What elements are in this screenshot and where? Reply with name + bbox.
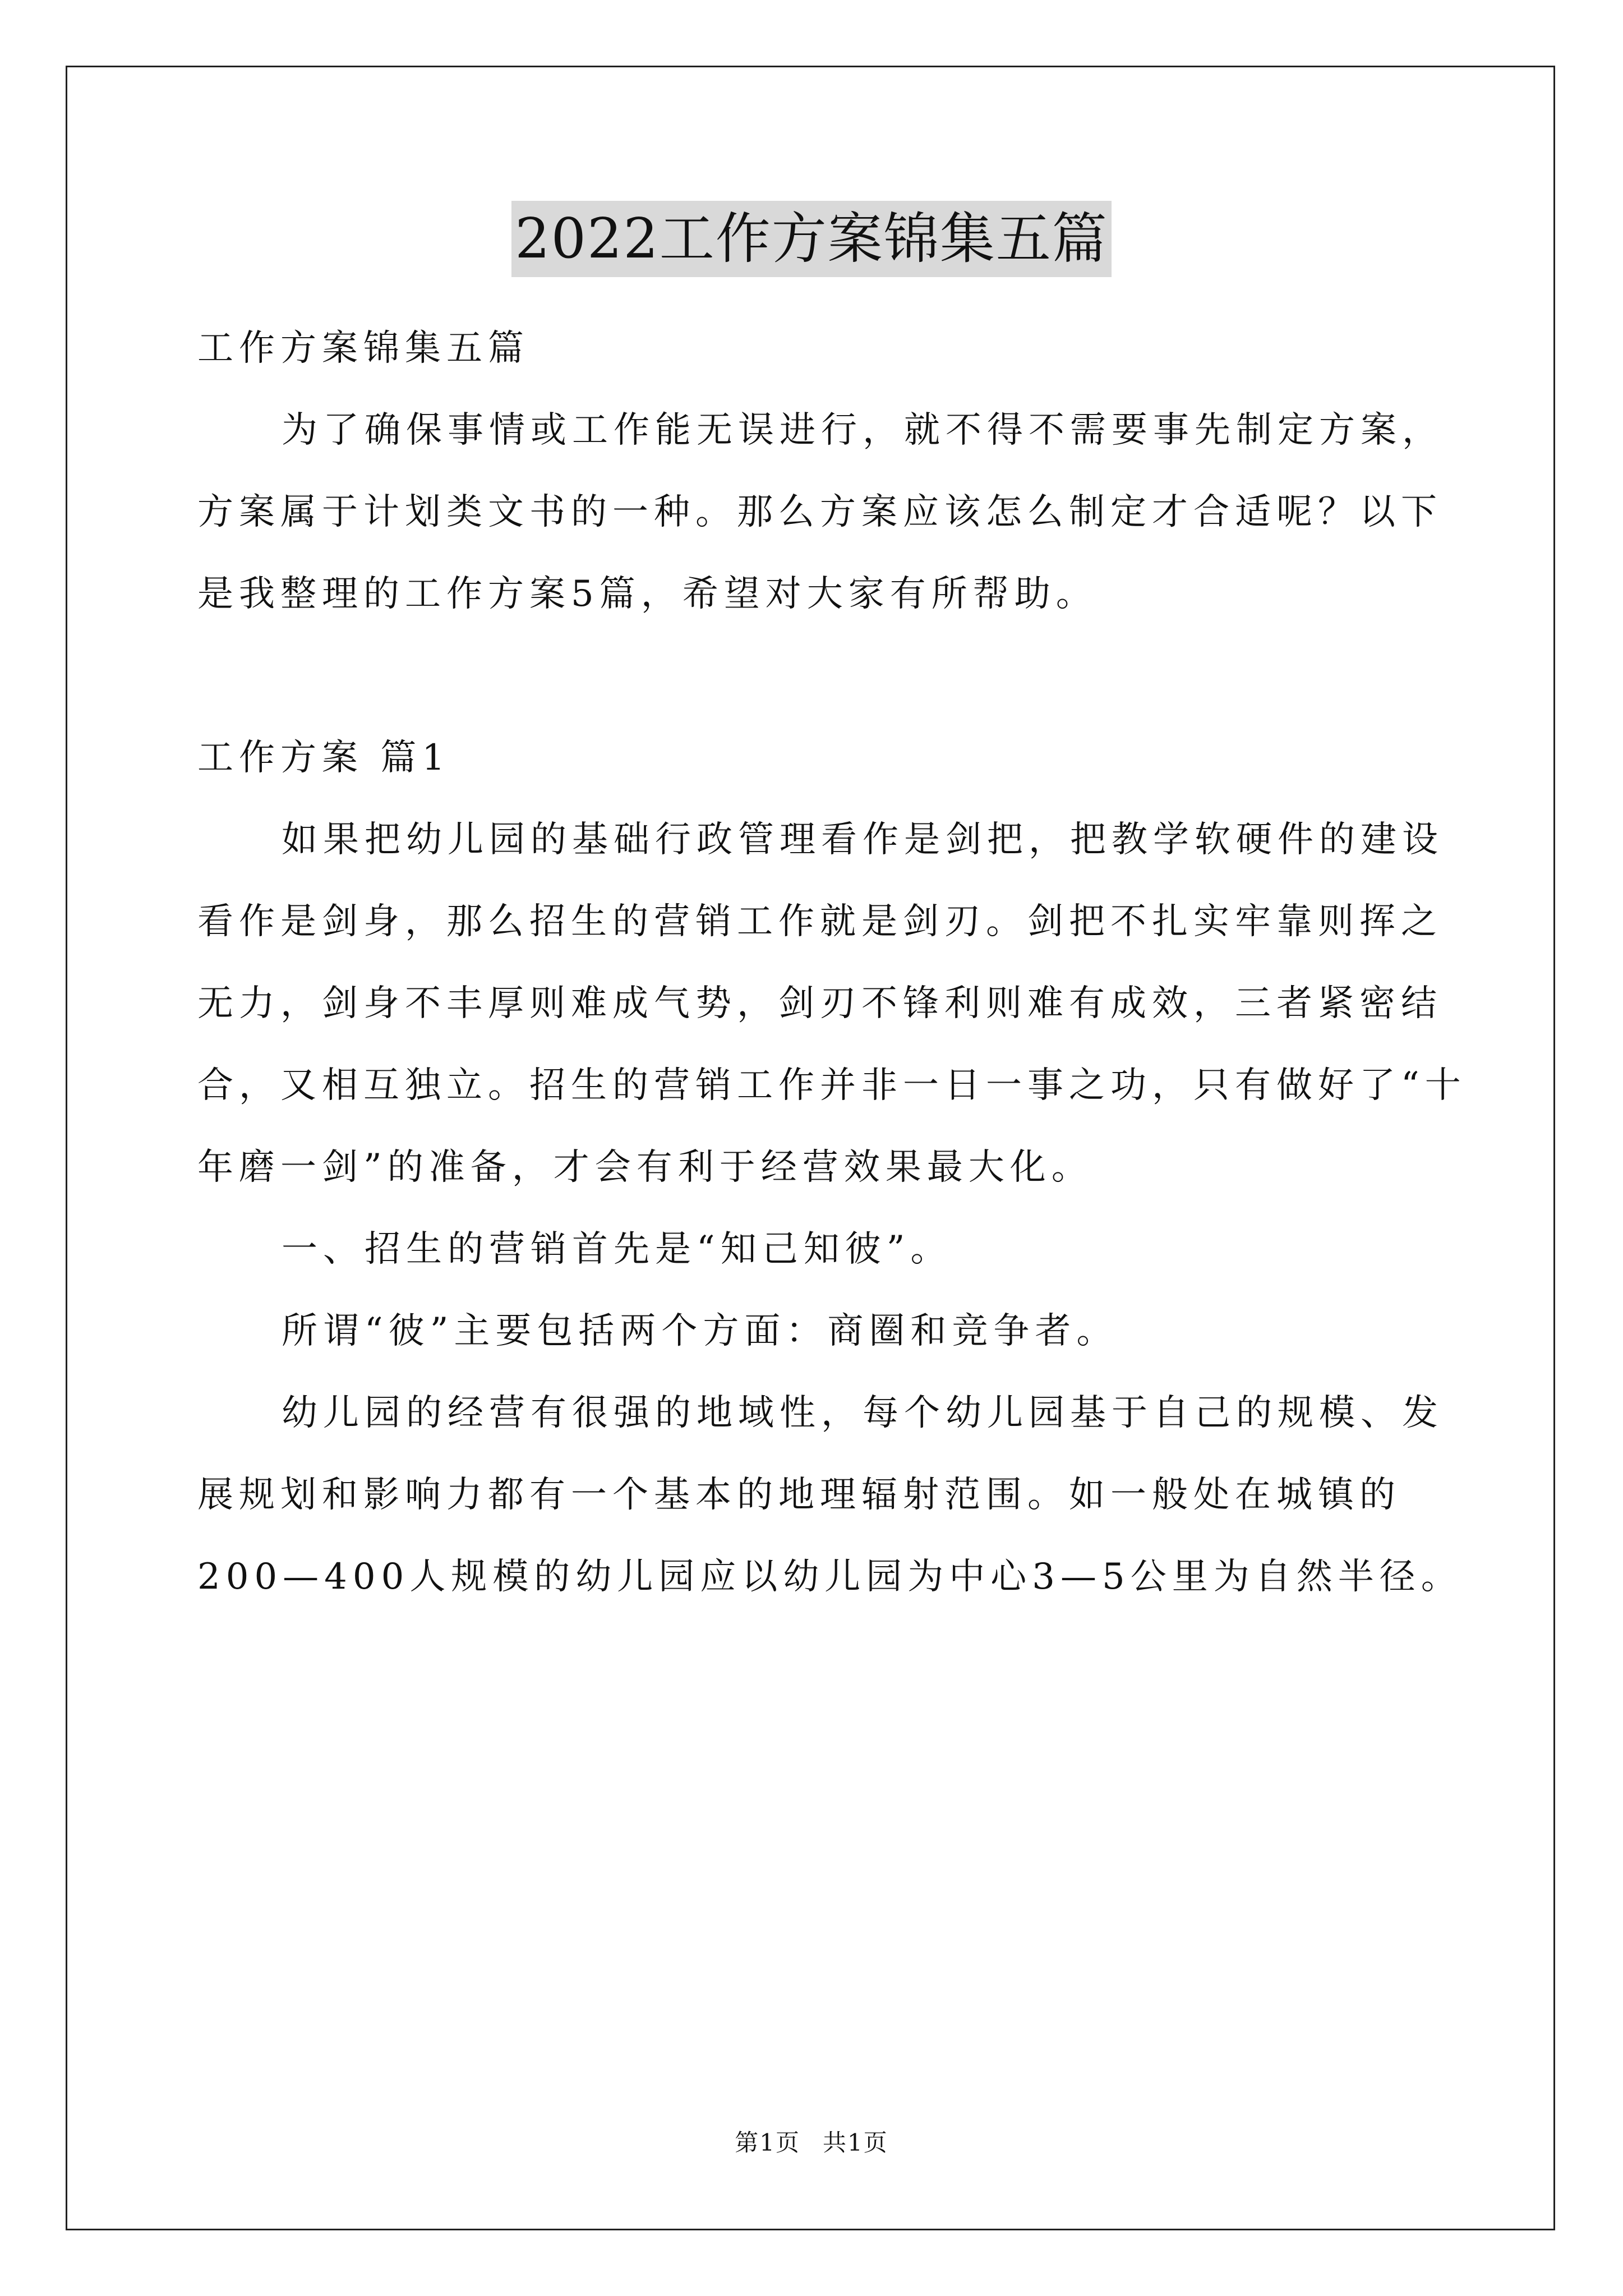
intro-line: 是我整理的工作方案5篇，希望对大家有所帮助。 [197, 573, 1098, 615]
paragraph-gap [197, 635, 1431, 717]
section-heading: 工作方案 篇1 [197, 737, 451, 779]
point-heading: 一、招生的营销首先是“知己知彼”。 [282, 1228, 952, 1270]
paragraph-line: 幼儿园的经营有很强的地域性，每个幼儿园基于自己的规模、发 [282, 1392, 1444, 1434]
section-line: 看作是剑身，那么招生的营销工作就是剑刃。剑把不扎实牢靠则挥之 [197, 901, 1442, 942]
page-number-current: 第1页 [735, 2129, 800, 2156]
section-line: 年磨一剑”的准备，才会有利于经营效果最大化。 [197, 1147, 1093, 1188]
document-subtitle: 工作方案锦集五篇 [197, 328, 529, 369]
paragraph-line: 展规划和影响力都有一个基本的地理辐射范围。如一般处在城镇的 [197, 1474, 1401, 1516]
section-line: 合，又相互独立。招生的营销工作并非一日一事之功，只有做好了“十 [197, 1065, 1467, 1106]
section-line: 无力，剑身不丰厚则难成气势，剑刃不锋利则难有成效，三者紧密结 [197, 983, 1442, 1024]
section-line: 如果把幼儿园的基础行政管理看作是剑把，把教学软硬件的建设 [282, 819, 1444, 861]
document-body [197, 307, 1467, 1618]
page-number-total: 共1页 [823, 2129, 888, 2156]
point-text: 所谓“彼”主要包括两个方面：商圈和竞争者。 [282, 1310, 1118, 1352]
page-footer [0, 2126, 1623, 2160]
paragraph-line: 200—400人规模的幼儿园应以幼儿园为中心3—5公里为自然半径。 [197, 1556, 1463, 1598]
intro-line: 为了确保事情或工作能无误进行，就不得不需要事先制定方案， [282, 409, 1444, 451]
document-title: 2022工作方案锦集五篇 [511, 201, 1111, 277]
title-container [0, 201, 1623, 277]
intro-line: 方案属于计划类文书的一种。那么方案应该怎么制定才合适呢？以下 [197, 491, 1442, 533]
